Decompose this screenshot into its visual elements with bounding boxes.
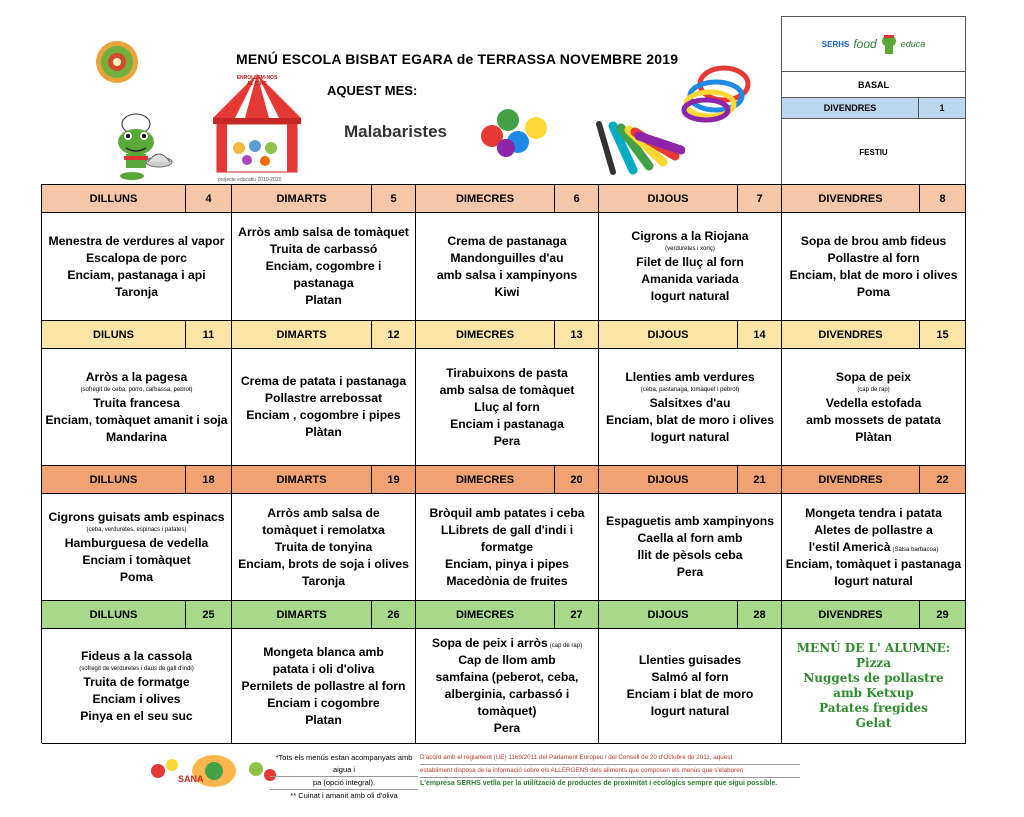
dish-line bbox=[641, 271, 739, 288]
dish-line bbox=[93, 395, 180, 412]
dish-line bbox=[494, 433, 520, 450]
juggling-clubs-illustration bbox=[585, 112, 685, 184]
dish-text: Espaguetis amb xampinyons bbox=[606, 514, 774, 528]
dish-line bbox=[481, 539, 533, 556]
diet-label: BASAL bbox=[782, 71, 965, 98]
dish-text: tomàquet i remolatxa bbox=[262, 522, 385, 537]
dish-line bbox=[651, 703, 730, 720]
brand-box bbox=[781, 16, 966, 186]
dish-text: Taronja bbox=[301, 573, 346, 588]
dish-line bbox=[429, 505, 584, 522]
dish-line bbox=[262, 522, 385, 539]
dish-line bbox=[441, 522, 573, 539]
serhs-food-educa-logo bbox=[782, 17, 965, 71]
dish-line bbox=[305, 292, 342, 309]
dish-line bbox=[606, 513, 774, 530]
dish-text: Mandarina bbox=[106, 429, 167, 444]
alimenta-logo bbox=[95, 40, 139, 84]
dish-text: Pernilets de pollastre al forn bbox=[241, 678, 406, 693]
menu-grid bbox=[41, 184, 966, 743]
dish-line bbox=[305, 424, 342, 441]
dish-text: llit de pèsols ceba bbox=[637, 548, 743, 562]
day-number: 8 bbox=[920, 185, 966, 212]
footer-legal-line2: establiment disposa de la informació sobre els ALLERGENS dels aliments que composen els menús que s'elaboren bbox=[420, 765, 800, 778]
dish-note bbox=[79, 665, 194, 674]
footer-note-oil: ** Cuinat i amanit amb oli d'oliva bbox=[290, 791, 398, 800]
dish-line bbox=[65, 535, 209, 552]
day-name: DIMARTS bbox=[232, 601, 372, 628]
brand-day-num: 1 bbox=[939, 103, 945, 113]
dish-line bbox=[445, 686, 570, 703]
dish-text: Enciam i pastanaga bbox=[450, 416, 564, 431]
dish-line bbox=[238, 224, 409, 241]
dish-line bbox=[83, 674, 189, 691]
dish-line bbox=[265, 390, 382, 407]
dish-text: Patates fregides bbox=[819, 701, 928, 715]
dish-line bbox=[446, 365, 568, 382]
frog-mini-icon bbox=[881, 34, 897, 54]
dish-note bbox=[857, 386, 889, 395]
dish-line bbox=[238, 556, 409, 573]
student-menu-line bbox=[833, 686, 914, 701]
juggling-balls-illustration bbox=[478, 106, 553, 158]
dish-line bbox=[801, 233, 947, 250]
dish-text: Truita de tonyina bbox=[274, 539, 373, 554]
dish-text: Enciam, tomàquet i pastanaga bbox=[785, 556, 962, 571]
day-menu bbox=[599, 213, 782, 320]
dish-text: Enciam i olives bbox=[92, 691, 181, 706]
dish-text: amb salsa i xampinyons bbox=[436, 267, 578, 282]
dish-line bbox=[494, 284, 519, 301]
day-menu bbox=[782, 494, 966, 600]
day-menu bbox=[599, 629, 782, 743]
dish-text: Sopa de peix bbox=[835, 369, 912, 384]
serhs-logo-text: SERHS bbox=[821, 39, 850, 49]
dish-line bbox=[106, 429, 167, 446]
dish-text: Aletes de pollastre a bbox=[814, 522, 933, 537]
dish-line bbox=[275, 539, 373, 556]
day-name: DIJOUS bbox=[599, 185, 738, 212]
dish-line bbox=[814, 522, 933, 539]
day-menu bbox=[42, 494, 232, 600]
circus-sign: ENROLLEM-NOS AL CIRC bbox=[236, 75, 278, 87]
food-logo-text: food bbox=[853, 37, 877, 51]
dish-line bbox=[638, 547, 743, 564]
dish-text: alberginia, carbassó i bbox=[444, 687, 570, 701]
dish-line bbox=[273, 661, 375, 678]
dish-line bbox=[639, 652, 741, 669]
dish-text: amb salsa de tomàquet bbox=[439, 382, 575, 397]
dish-text: Enciam, blat de moro i olives bbox=[606, 412, 774, 427]
day-number: 11 bbox=[186, 321, 232, 348]
banner-text: SANA bbox=[178, 774, 204, 784]
dish-text: Pinya en el seu suc bbox=[80, 708, 193, 723]
day-menu bbox=[416, 494, 599, 600]
dish-line bbox=[651, 669, 728, 686]
day-name: DIVENDRES bbox=[782, 185, 920, 212]
day-number: 25 bbox=[186, 601, 232, 628]
dish-text: formatge bbox=[480, 539, 534, 554]
day-name: DIJOUS bbox=[599, 466, 738, 493]
dish-text: (verduretes i xoriç) bbox=[665, 246, 715, 252]
dish-text: LLibrets de gall d'indi i bbox=[440, 522, 574, 537]
dish-text: Enciam i tomàquet bbox=[82, 552, 191, 567]
dish-text: Caella al forn amb bbox=[637, 531, 743, 545]
dish-line bbox=[855, 429, 892, 446]
dish-text: Enciam, cogombre i pastanaga bbox=[265, 259, 382, 290]
dish-line bbox=[651, 288, 730, 305]
dish-line bbox=[86, 250, 187, 267]
day-number: 28 bbox=[738, 601, 782, 628]
dish-tag: (Salsa barbacoa) bbox=[892, 546, 939, 553]
dish-line bbox=[606, 412, 774, 429]
week-header-row bbox=[42, 601, 966, 629]
day-menu bbox=[42, 349, 232, 465]
day-name: DILUNS bbox=[42, 321, 186, 348]
dish-line bbox=[440, 382, 575, 399]
dish-line bbox=[826, 395, 922, 412]
circus-caption: projecte educatiu 2019-2020 bbox=[218, 177, 282, 183]
healthy-eating-banner bbox=[148, 751, 280, 789]
dish-line bbox=[120, 569, 153, 586]
dish-text: Arròs a la pagesa bbox=[85, 369, 188, 384]
dish-text: Llenties amb verdures bbox=[625, 369, 755, 384]
dish-text: Crema de patata i pastanaga bbox=[240, 374, 407, 388]
dish-text: Platan bbox=[305, 293, 342, 307]
dish-text: Pera bbox=[676, 565, 704, 579]
day-name: DIVENDRES bbox=[782, 321, 920, 348]
week-menu-row bbox=[42, 213, 966, 321]
dish-text: Amanida variada bbox=[641, 272, 739, 286]
dish-line bbox=[445, 556, 569, 573]
dish-line bbox=[631, 228, 748, 245]
dish-text: Sopa de brou amb fideus bbox=[800, 233, 947, 248]
day-name: DIMARTS bbox=[232, 185, 372, 212]
footer-note-bread: pa (opció integral). bbox=[270, 777, 418, 790]
day-name: DIVENDRES bbox=[782, 466, 920, 493]
dish-text: Truita de carbassó bbox=[269, 242, 378, 256]
day-name: DILLUNS bbox=[42, 466, 186, 493]
day-menu bbox=[232, 349, 416, 465]
dish-text: Mongeta blanca amb bbox=[263, 644, 384, 659]
dish-line bbox=[82, 552, 190, 569]
dish-line bbox=[827, 250, 919, 267]
dish-line bbox=[450, 416, 564, 433]
footer-proximity-note: L'empresa SERHS vetlla per la utilització de productes de proximitat i ecològics sempre que sigui possible. bbox=[420, 780, 778, 787]
dish-line bbox=[786, 556, 961, 573]
dish-line bbox=[806, 412, 941, 429]
dish-text: amb Ketxup bbox=[833, 686, 914, 700]
day-name: DIJOUS bbox=[599, 321, 738, 348]
day-number: 14 bbox=[738, 321, 782, 348]
day-name: DIMARTS bbox=[232, 466, 372, 493]
day-menu bbox=[782, 349, 966, 465]
day-name: DIMECRES bbox=[416, 321, 555, 348]
dish-line bbox=[447, 233, 566, 250]
week-menu-row bbox=[42, 494, 966, 601]
day-number: 18 bbox=[186, 466, 232, 493]
dish-note bbox=[641, 386, 739, 395]
dish-line bbox=[494, 720, 520, 737]
dish-line bbox=[48, 509, 224, 526]
dish-text: Platan bbox=[305, 712, 342, 727]
dish-line bbox=[267, 505, 379, 522]
page-title: MENÚ ESCOLA BISBAT EGARA de TERRASSA NOVEMBRE 2019 bbox=[236, 51, 679, 67]
day-number: 13 bbox=[555, 321, 599, 348]
dish-note bbox=[80, 386, 192, 395]
dish-line bbox=[790, 267, 958, 284]
dish-text: Llenties guisades bbox=[638, 653, 742, 667]
dish-text: samfaina (peberot, ceba, bbox=[435, 670, 579, 684]
dish-text: amb mossets de patata bbox=[806, 412, 941, 427]
dish-text: Pizza bbox=[856, 656, 891, 670]
dish-line bbox=[627, 686, 754, 703]
dish-text: Lluç al forn bbox=[474, 399, 540, 414]
dish-line bbox=[805, 505, 942, 522]
week-menu-row bbox=[42, 629, 966, 744]
dish-tag: (cap de rap) bbox=[549, 643, 583, 649]
dish-text: Enciam, pastanaga i api bbox=[67, 267, 206, 282]
dish-text: patata i oli d'oliva bbox=[272, 661, 375, 676]
dish-line bbox=[636, 254, 744, 271]
dish-text: Plàtan bbox=[305, 425, 342, 439]
dish-line bbox=[241, 373, 406, 390]
dish-text: Gelat bbox=[855, 716, 892, 730]
dish-text: Filet de lluç al forn bbox=[636, 255, 744, 269]
day-name: DIMECRES bbox=[416, 185, 555, 212]
dish-text: (sofregit de verduretes i daus de gall d'indi) bbox=[79, 665, 194, 672]
juggling-rings-illustration bbox=[676, 58, 758, 126]
dish-text: Salsitxes d'au bbox=[649, 395, 731, 410]
day-menu bbox=[42, 629, 232, 743]
dish-line bbox=[246, 407, 400, 424]
student-menu-line bbox=[856, 716, 892, 731]
dish-text: (sofregit de ceba, porro, carbassa, pebrot) bbox=[80, 386, 193, 393]
dish-text: tomàquet) bbox=[477, 704, 537, 718]
dish-text: Cigrons guisats amb espinacs bbox=[48, 509, 225, 524]
day-menu bbox=[599, 494, 782, 600]
dish-line bbox=[474, 399, 540, 416]
dish-line bbox=[234, 258, 413, 292]
dish-text: (ceba, verduretes, espinacs i patates) bbox=[86, 526, 187, 533]
dish-line bbox=[625, 369, 754, 386]
dish-text: Iogurt natural bbox=[834, 573, 913, 588]
dish-line bbox=[834, 573, 913, 590]
day-menu bbox=[232, 494, 416, 600]
dish-line bbox=[478, 703, 537, 720]
dish-line bbox=[458, 652, 556, 669]
day-name: DILLUNS bbox=[42, 185, 186, 212]
week-menu-row bbox=[42, 349, 966, 466]
dish-text: Truita de formatge bbox=[83, 674, 190, 689]
day-name: DIJOUS bbox=[599, 601, 738, 628]
dish-note bbox=[665, 245, 715, 254]
day-number: 29 bbox=[920, 601, 966, 628]
day-menu bbox=[416, 213, 599, 320]
dish-line bbox=[677, 564, 703, 581]
day-number: 15 bbox=[920, 321, 966, 348]
footer-notes bbox=[270, 752, 418, 802]
day-number: 20 bbox=[555, 466, 599, 493]
day-number: 4 bbox=[186, 185, 232, 212]
dish-line bbox=[48, 233, 224, 250]
dish-text: Vedella estofada bbox=[825, 395, 922, 410]
dish-line bbox=[650, 395, 731, 412]
dish-text: l'estil Americà bbox=[808, 539, 891, 554]
dish-line bbox=[263, 644, 384, 661]
dish-text: Nuggets de pollastre bbox=[803, 671, 944, 685]
brand-day-name: DIVENDRES bbox=[782, 98, 919, 118]
day-menu bbox=[42, 213, 232, 320]
day-menu bbox=[599, 349, 782, 465]
dish-text: Truita francesa bbox=[93, 395, 180, 410]
dish-line bbox=[436, 669, 579, 686]
student-menu-line bbox=[856, 656, 891, 671]
dish-text: Cigrons a la Riojana bbox=[631, 229, 749, 243]
student-menu-line bbox=[797, 641, 950, 656]
dish-text: (cap de rap) bbox=[857, 386, 890, 393]
day-name: DIMECRES bbox=[416, 466, 555, 493]
dish-text: Cap de llom amb bbox=[458, 653, 556, 667]
dish-line bbox=[305, 712, 342, 729]
footer-legal-line1: D'acord amb el reglament (UE) 1169/2011 del Parlament Europeu i del Consell de 20 d'Octubre de 2011, aquest bbox=[420, 752, 800, 765]
day-name: DIMARTS bbox=[232, 321, 372, 348]
dish-text: Poma bbox=[119, 569, 154, 584]
brand-day-header bbox=[782, 98, 965, 119]
dish-text: Arròs amb salsa de bbox=[267, 505, 380, 520]
dish-text: MENÚ DE L' ALUMNE: bbox=[796, 641, 951, 655]
dish-text: Taronja bbox=[114, 284, 159, 299]
dish-text: Plàtan bbox=[855, 429, 892, 444]
educa-logo-text: educa bbox=[900, 39, 926, 49]
dish-line bbox=[432, 635, 582, 652]
footer-legal bbox=[420, 752, 800, 790]
dish-line bbox=[270, 241, 378, 258]
dish-text: Enciam i cogombre bbox=[267, 695, 380, 710]
week-header-row bbox=[42, 185, 966, 213]
week-header-row bbox=[42, 321, 966, 349]
day-number: 12 bbox=[372, 321, 416, 348]
day-number: 6 bbox=[555, 185, 599, 212]
dish-text: Bròquil amb patates i ceba bbox=[429, 505, 585, 520]
dish-text: Crema de pastanaga bbox=[447, 233, 567, 248]
dish-text: Pera bbox=[493, 433, 521, 448]
dish-text: Enciam, brots de soja i olives bbox=[238, 556, 409, 571]
dish-line bbox=[81, 648, 192, 665]
day-menu bbox=[232, 213, 416, 320]
frog-chef-illustration bbox=[104, 110, 174, 182]
dish-line bbox=[836, 369, 911, 386]
dish-text: Iogurt natural bbox=[650, 704, 730, 718]
dish-line bbox=[450, 250, 563, 267]
day-name: DILLUNS bbox=[42, 601, 186, 628]
student-menu-line bbox=[803, 671, 943, 686]
dish-text: Kiwi bbox=[494, 284, 520, 299]
day-number: 21 bbox=[738, 466, 782, 493]
dish-text: Enciam, tomàquet amanit i soja bbox=[45, 412, 228, 427]
dish-text: Enciam, pinya i pipes bbox=[445, 556, 569, 571]
day-number: 5 bbox=[372, 185, 416, 212]
day-menu bbox=[782, 629, 966, 743]
dish-text: Escalopa de porc bbox=[86, 250, 187, 265]
dish-text: Enciam, blat de moro i olives bbox=[789, 267, 958, 282]
brand-day-content: FESTIU bbox=[859, 147, 888, 157]
dish-line bbox=[302, 573, 345, 590]
dish-text: Mandonguilles d'au bbox=[450, 250, 564, 265]
dish-line bbox=[638, 530, 743, 547]
day-menu bbox=[782, 213, 966, 320]
dish-text: Mongeta tendra i patata bbox=[805, 505, 942, 520]
dish-text: Arròs amb salsa de tomàquet bbox=[238, 225, 409, 239]
dish-text: Hamburguesa de vedella bbox=[64, 535, 209, 550]
dish-text: Macedònia de fruites bbox=[446, 573, 568, 588]
student-menu-line bbox=[819, 701, 928, 716]
dish-line bbox=[809, 539, 938, 556]
dish-line bbox=[86, 369, 188, 386]
footer-note-water: *Tots els menús estan acompanyats amb aigua i bbox=[270, 752, 418, 777]
dish-text: Enciam , cogombre i pipes bbox=[246, 408, 401, 422]
dish-line bbox=[92, 691, 180, 708]
day-name: DIVENDRES bbox=[782, 601, 920, 628]
dish-line bbox=[115, 284, 158, 301]
dish-text: Fideus a la cassola bbox=[80, 648, 193, 663]
dish-text: Salmó al forn bbox=[651, 670, 729, 684]
dish-text: Iogurt natural bbox=[650, 429, 730, 444]
dish-text: Sopa de peix i arròs bbox=[431, 636, 548, 650]
dish-text: (ceba, pastanaga, tomàquet i pebrot) bbox=[640, 386, 740, 393]
dish-line bbox=[45, 412, 227, 429]
day-number: 27 bbox=[555, 601, 599, 628]
day-menu bbox=[416, 349, 599, 465]
day-number: 19 bbox=[372, 466, 416, 493]
dish-line bbox=[857, 284, 890, 301]
dish-text: Enciam i blat de moro bbox=[626, 687, 754, 701]
dish-line bbox=[242, 678, 406, 695]
day-menu bbox=[416, 629, 599, 743]
day-number: 26 bbox=[372, 601, 416, 628]
dish-line bbox=[651, 429, 730, 446]
dish-line bbox=[80, 708, 192, 725]
dish-text: Menestra de verdures al vapor bbox=[48, 233, 225, 248]
dish-text: Pera bbox=[493, 721, 521, 735]
dish-line bbox=[67, 267, 205, 284]
month-theme: Malabaristes bbox=[344, 122, 447, 141]
dish-text: Tirabuixons de pasta bbox=[446, 365, 568, 380]
month-subtitle: AQUEST MES: bbox=[327, 83, 418, 98]
dish-text: Pollastre arrebossat bbox=[264, 391, 383, 405]
week-header-row bbox=[42, 466, 966, 494]
dish-line bbox=[446, 573, 567, 590]
day-name: DIMECRES bbox=[416, 601, 555, 628]
dish-line bbox=[267, 695, 379, 712]
day-menu bbox=[232, 629, 416, 743]
dish-text: Iogurt natural bbox=[650, 289, 730, 303]
dish-text: Pollastre al forn bbox=[827, 250, 920, 265]
day-number: 22 bbox=[920, 466, 966, 493]
dish-note bbox=[86, 526, 186, 535]
day-number: 7 bbox=[738, 185, 782, 212]
dish-line bbox=[437, 267, 577, 284]
dish-text: Poma bbox=[856, 284, 891, 299]
